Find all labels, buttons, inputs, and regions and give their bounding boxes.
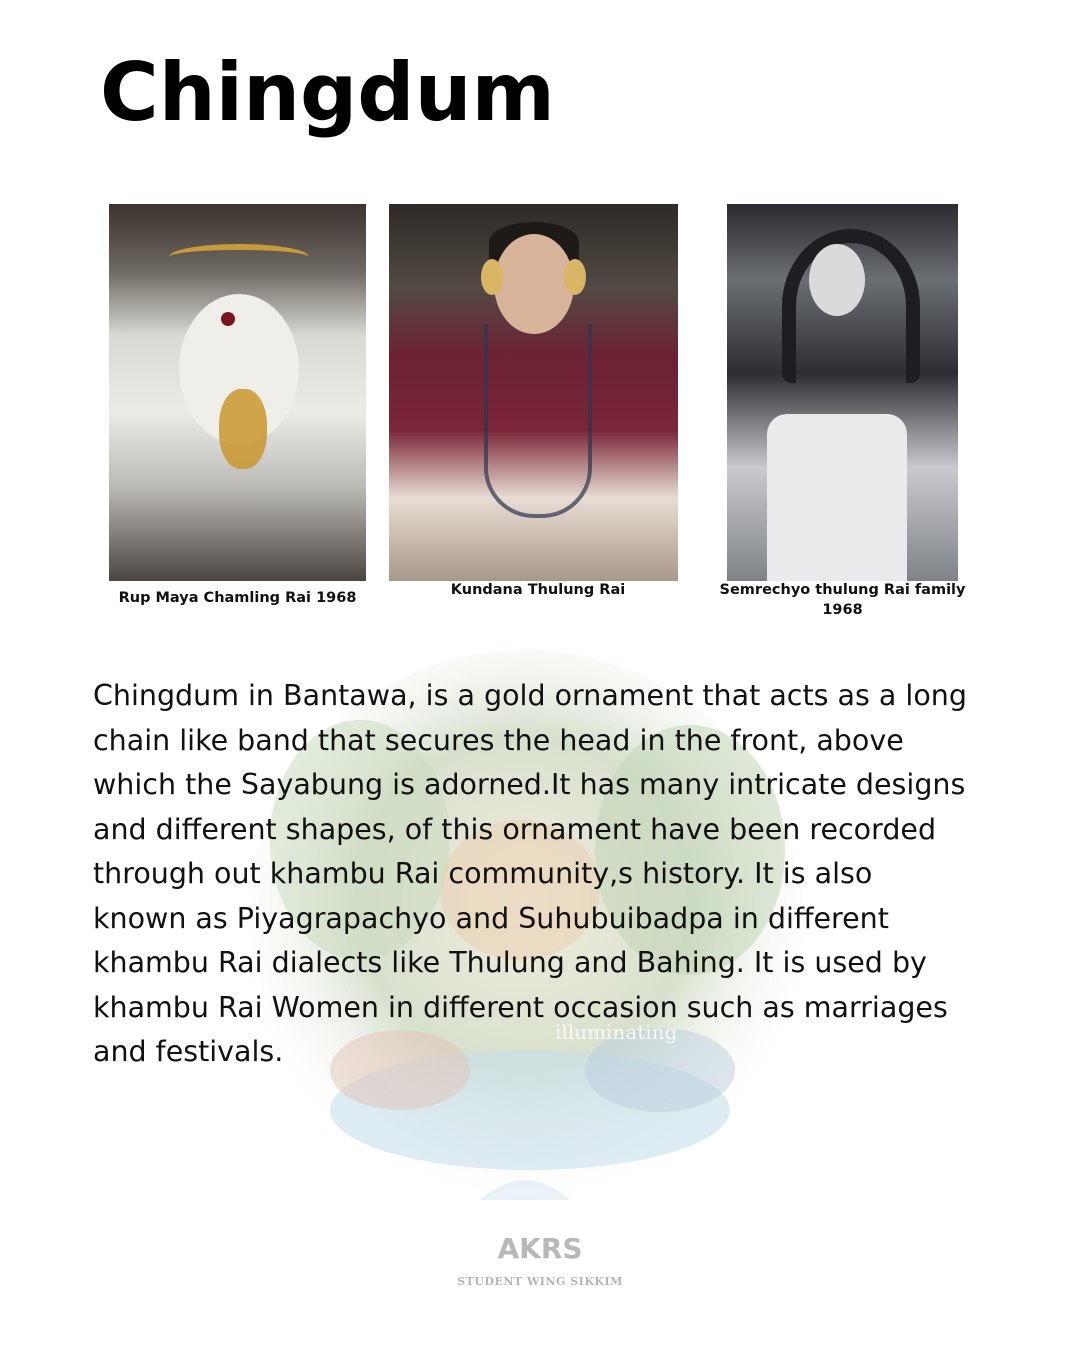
ear-ornament-right [564,259,586,295]
head-ornament [169,244,309,270]
page-title: Chingdum [100,46,555,139]
brand-logo-text: AKRS [497,1232,583,1265]
photo-kundana-thulung-rai [389,204,678,581]
nose-ornament [219,389,267,469]
brand-subtitle: STUDENT WING SIKKIM [457,1275,623,1288]
necklace [484,324,592,518]
portrait-face [494,234,574,334]
photo-semrechyo-thulung-rai-family [727,204,958,581]
photo-rup-maya-chamling-rai [109,204,366,581]
white-skirt [767,414,907,581]
photo-caption-1: Rup Maya Chamling Rai 1968 [118,590,357,606]
photo-caption-2: Kundana Thulung Rai [450,582,626,598]
ear-ornament-left [481,259,503,295]
tika-mark [221,312,235,326]
watermark-word: illuminating [555,1020,678,1044]
portrait-face [809,244,865,316]
description-paragraph: Chingdum in Bantawa, is a gold ornament that acts as a long chain like band that secures the head in the front, above which the Sayabung is adorned.It has many intricate designs and different shapes, of this ornament have been recorded through out khambu Rai community,s history. It is also known as Piyagrapachyo and Suhubuibadpa in different khambu Rai dialects like Thulung and Bahing. It is used by khambu Rai Women in different occasion such as marriages and festivals. [93,679,967,1068]
photo-caption-3: Semrechyo thulung Rai family 1968 [719,582,966,618]
